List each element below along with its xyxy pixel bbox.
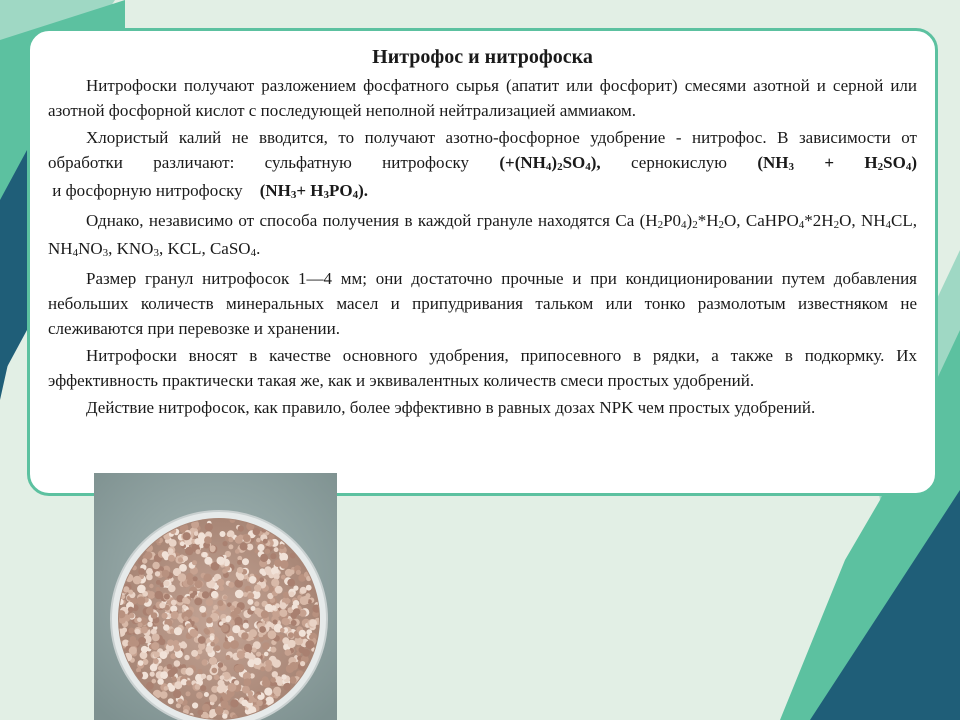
granule (243, 623, 249, 629)
granule (279, 544, 284, 549)
granule (152, 634, 160, 642)
granule (285, 649, 292, 656)
granule (243, 592, 248, 597)
granule (232, 625, 240, 633)
granule (184, 599, 190, 605)
content-card (27, 28, 938, 496)
granule (206, 617, 212, 623)
granule (228, 582, 234, 588)
granule (195, 684, 201, 690)
granule (279, 609, 287, 617)
granule (220, 531, 226, 537)
granule (145, 552, 153, 560)
granule (164, 581, 170, 587)
granule (254, 658, 262, 666)
granule (196, 692, 203, 699)
granule (154, 651, 160, 657)
granules-dish-image (94, 473, 337, 720)
granule (149, 584, 153, 588)
granule (283, 618, 290, 625)
granule (306, 585, 312, 591)
granule (135, 629, 141, 635)
granule (204, 536, 212, 544)
granule (219, 586, 224, 591)
granule (234, 617, 242, 625)
granule (260, 554, 268, 562)
granule (217, 579, 224, 586)
granule (288, 632, 294, 638)
granule (152, 562, 159, 569)
granule (265, 549, 270, 554)
granule (186, 680, 191, 685)
granule (293, 586, 298, 591)
granule (203, 574, 211, 582)
granule (189, 629, 197, 637)
granule (169, 539, 177, 547)
granule (259, 637, 264, 642)
granule (254, 584, 261, 591)
granule (277, 681, 282, 686)
granule (151, 642, 159, 650)
granule (251, 606, 256, 611)
granule (264, 688, 272, 696)
granule (184, 616, 189, 621)
granule (181, 641, 186, 646)
granule (296, 570, 301, 575)
granule (257, 695, 262, 700)
granule (222, 569, 227, 574)
granule (138, 660, 144, 666)
granule (266, 570, 271, 575)
granule (194, 531, 199, 536)
granule (234, 665, 241, 672)
granule (299, 630, 306, 637)
granule (238, 526, 244, 532)
granule (163, 624, 169, 630)
granule (204, 692, 209, 697)
granule (244, 644, 252, 652)
granule (288, 640, 296, 648)
granule (209, 657, 217, 665)
granule (204, 557, 212, 565)
granule (272, 671, 278, 677)
granule (264, 652, 269, 657)
granule (184, 655, 189, 660)
granule (147, 591, 155, 599)
granule (168, 548, 174, 554)
paragraph-2-mid1: сернокислую (600, 153, 758, 172)
granule (280, 602, 287, 609)
granule (235, 549, 240, 554)
granule (218, 662, 224, 668)
granule (142, 558, 147, 563)
granule (171, 611, 179, 619)
granule (162, 570, 170, 578)
granule (137, 585, 146, 594)
granule (259, 626, 266, 633)
granule (214, 645, 220, 651)
granule (237, 560, 242, 565)
granule (206, 646, 214, 654)
granule (300, 661, 305, 666)
granule (162, 613, 168, 619)
granule (254, 601, 259, 606)
granule (156, 580, 161, 585)
granule (300, 587, 307, 594)
granule (128, 607, 134, 613)
granule (247, 593, 254, 600)
granule (280, 628, 285, 633)
granule (217, 685, 225, 693)
granule (271, 677, 276, 682)
granule (299, 609, 306, 616)
granule (158, 666, 163, 671)
granule (122, 627, 127, 632)
formula-phosphoric: $(NH_3+ H_3PO_4)$. (259, 181, 369, 201)
granule (213, 605, 218, 610)
granule (202, 659, 208, 665)
granule (191, 650, 198, 657)
granule (237, 567, 243, 573)
granule (138, 568, 145, 575)
paragraph-1: Нитрофоски получают разложением фосфатного сырья (апатит или фосфорит) смесями азотной и серной или азотной фосфорной кислот с последующей неполной нейтрализацией аммиаком. (48, 76, 917, 120)
granule (150, 664, 158, 672)
granule (225, 655, 230, 660)
slide-title: Нитрофос и нитрофоска (372, 46, 593, 68)
granule (193, 591, 198, 596)
granule (183, 532, 191, 540)
granule (146, 607, 154, 615)
granule (257, 544, 264, 551)
granule (185, 547, 193, 555)
granule (241, 700, 248, 707)
granule (230, 699, 238, 707)
granule (196, 549, 201, 554)
granule (167, 683, 172, 688)
granule (228, 683, 237, 692)
granule (209, 694, 217, 702)
granule (281, 674, 286, 679)
granule (168, 555, 175, 562)
granule (204, 628, 209, 633)
granule (152, 679, 157, 684)
granule (167, 664, 173, 670)
granule (194, 538, 201, 545)
granule (249, 576, 257, 584)
granule (237, 574, 244, 581)
granule (202, 552, 208, 558)
granule (242, 558, 249, 565)
granule (260, 666, 265, 671)
granule (197, 669, 202, 674)
granule (200, 685, 206, 691)
granule (223, 641, 231, 649)
granule (194, 597, 202, 605)
granule (221, 700, 229, 708)
paragraph-4: Размер гранул нитрофосок 1—4 мм; они достаточно прочные и при кондиционировании путем добавления небольших количеств минеральных масел и припудривания тальком или тонко размолотым известняком не слеживаются при перевозке и хранении. (48, 269, 917, 338)
granule (185, 668, 193, 676)
granule (155, 591, 163, 599)
granule (291, 620, 297, 626)
granule (193, 576, 198, 581)
granule (186, 573, 193, 580)
granule (265, 665, 272, 672)
granule (256, 700, 263, 707)
granule (272, 659, 281, 668)
granule (221, 624, 229, 632)
granule (243, 534, 251, 542)
granule (280, 560, 289, 569)
granule (247, 599, 253, 605)
granule (201, 612, 206, 617)
granule (168, 585, 176, 593)
granule (141, 646, 148, 653)
granule (223, 595, 227, 599)
granule (162, 552, 168, 558)
granule (256, 538, 261, 543)
granule (137, 596, 146, 605)
granule (168, 698, 174, 704)
granule (228, 544, 233, 549)
granule (182, 605, 186, 609)
granule (309, 619, 317, 627)
granule (243, 678, 251, 686)
granule (146, 568, 153, 575)
granule (285, 569, 293, 577)
granule (283, 592, 289, 598)
granule (286, 665, 294, 673)
granule (178, 573, 187, 582)
granule (268, 630, 277, 639)
granule (172, 676, 177, 681)
granule (164, 594, 170, 600)
granule (159, 651, 167, 659)
granule (300, 596, 309, 605)
granule (186, 691, 191, 696)
granule (230, 640, 239, 649)
granule (262, 642, 270, 650)
granule (290, 676, 296, 682)
granule (241, 632, 248, 639)
granule (249, 629, 257, 637)
granule (157, 678, 163, 684)
granule (263, 539, 268, 544)
granule (222, 714, 227, 719)
granule (270, 647, 276, 653)
granule (174, 660, 181, 667)
paragraph-2-mid2: и фосфорную нитрофоску (48, 181, 260, 200)
granule (214, 675, 220, 681)
granule (269, 587, 274, 592)
granule (235, 590, 244, 599)
granule (270, 553, 276, 559)
granule (217, 557, 225, 565)
granule (133, 576, 142, 585)
granule (211, 591, 218, 598)
granule (128, 628, 134, 634)
granule (201, 674, 206, 679)
granule (273, 620, 278, 625)
granule (226, 618, 231, 623)
granule (305, 640, 314, 649)
granule (261, 610, 269, 618)
granule (227, 532, 233, 538)
paragraph-3: Однако, независимо от способа получения в каждой грануле находятся Ca $(H_2P0_4)_2*H_2O$, $CaHPO_4*2H_2O$, $NH_4CL$, $NH_4NO_3$, $KNO_3$, KCL, CaSO$_4$. (48, 211, 917, 259)
granules-photo (94, 473, 337, 720)
granule (198, 636, 206, 644)
granule (197, 710, 203, 716)
granule (309, 635, 314, 640)
granule (178, 557, 183, 562)
granule (202, 591, 209, 598)
granule (192, 560, 197, 565)
granule (171, 600, 177, 606)
granule (205, 523, 213, 531)
granule (293, 608, 300, 615)
granule (262, 679, 270, 687)
granule (192, 702, 198, 708)
granule (173, 645, 180, 652)
granule (164, 686, 169, 691)
granule (267, 622, 273, 628)
granule (253, 528, 260, 535)
granule (273, 687, 281, 695)
granule (228, 537, 233, 542)
granule (167, 639, 174, 646)
granule (285, 683, 291, 689)
granule (274, 547, 279, 552)
granule (177, 699, 183, 705)
granule (275, 586, 283, 594)
paragraph-6: Действие нитрофосок, как правило, более эффективно в равных дозах NPK чем простых удобрений. (86, 398, 816, 417)
granule (180, 541, 185, 546)
paragraph-5: Нитрофоски вносят в качестве основного удобрения, припосевного в рядки, а также в подкормку. Их эффективность практически такая же, как и эквивалентных количеств смеси простых удобрений. (48, 346, 917, 390)
granule (273, 573, 279, 579)
granule (137, 617, 142, 622)
granule (133, 640, 139, 646)
granule (155, 571, 160, 576)
formula-sulfate: $(+(NH_4)_2SO_4)$, (499, 153, 601, 173)
granule (237, 651, 245, 659)
granule (150, 672, 155, 677)
granule (191, 616, 196, 621)
granule (138, 622, 143, 627)
granule (210, 642, 215, 647)
granule (156, 587, 161, 592)
granule (252, 648, 257, 653)
granule (302, 649, 310, 657)
granule (185, 610, 193, 618)
granule (217, 600, 223, 606)
granule (199, 606, 206, 613)
granule (210, 636, 215, 641)
granule (173, 690, 181, 698)
granule (159, 602, 165, 608)
granule (147, 622, 152, 627)
paragraph-2-start: Хлористый калий не вводится, то получают азотно-фосфорное удобрение - нитрофос. В зависимости от обработки различают: сульфатную нитрофоску (48, 128, 917, 172)
granule (206, 598, 214, 606)
granule (210, 545, 216, 551)
granule (174, 627, 182, 635)
granule (195, 580, 203, 588)
granule (160, 671, 168, 679)
granule (242, 686, 250, 694)
granule (141, 626, 148, 633)
granule (183, 556, 188, 561)
granule (240, 543, 248, 551)
granule (281, 575, 286, 580)
granule (256, 652, 261, 657)
granule (138, 637, 146, 645)
granule (206, 675, 212, 681)
granule (271, 579, 279, 587)
granule (136, 668, 141, 673)
granule (223, 541, 228, 546)
granule (244, 652, 251, 659)
granule (287, 579, 295, 587)
granule (129, 647, 137, 655)
granule (289, 591, 295, 597)
granule (234, 607, 241, 614)
formula-sulfuric: $(NH_3 + H_2SO_4)$ (757, 153, 917, 173)
granule (153, 658, 159, 664)
granule (212, 668, 218, 674)
granule (259, 577, 264, 582)
paragraph-2 (48, 125, 917, 206)
granule (235, 536, 243, 544)
granule (202, 704, 210, 712)
granule (220, 675, 225, 680)
